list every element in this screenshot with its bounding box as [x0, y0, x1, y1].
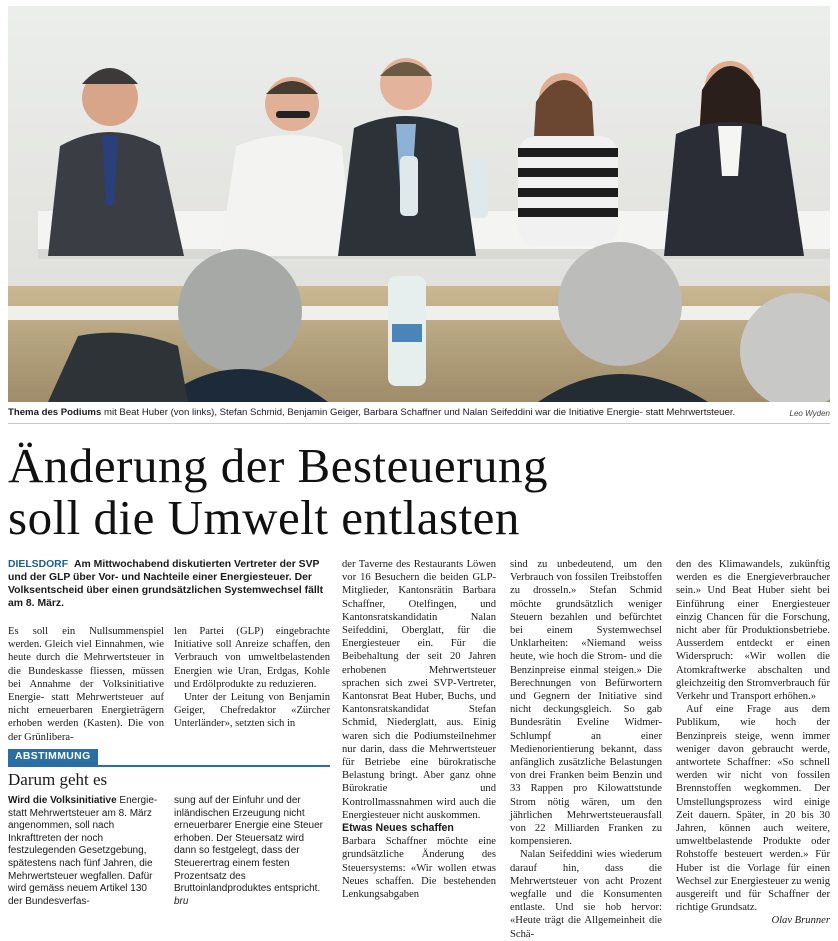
column-2 [174, 625, 330, 731]
dateline: DIELSDORF [8, 559, 69, 570]
lead-text: Am Mittwochabend diskutierten Vertreter der SVP und der GLP über Vor- und Nachteile einer Energiesteuer. Der Volksentscheid über einen grundsätzlichen Systemwechsel fällt am 8. März. [8, 559, 324, 609]
photo-caption [8, 405, 830, 421]
lead-block [8, 558, 330, 610]
box-tag: ABSTIMMUNG [8, 749, 98, 765]
column-4-text-b: Nalan Seifeddini wies wiederum darauf hin, dass die Mehrwertsteuer von acht Prozent wegfalle und die Konsumenten entlaste. Und sie hob hervor: «Heute trägt die Allgemeinheit die Schä- [510, 849, 662, 940]
column-5 [676, 558, 830, 928]
column-3-text: der Taverne des Restaurants Löwen vor 16 Besuchern die beiden GLP-Mitglieder, Kantonsrätin Barbara Schaffner, Otelfingen, und Kantonsratskandidatin Nalan Seifeddini, Oberglatt, für die Energiesteuer ein. Für die Beibehaltung der seit 20 Jahren erhobenen Mehrwertsteuer sprachen sich zwei SVP-Vertreter, Kantonsrat Beat Huber, Buchs, und Kantonsratskandidat Stefan Schmid, Niederglatt, aus. Einig waren sich die Podiumsteilnehmer nur darin, dass die Mehrwertsteuer für Betriebe eine bürokratische Belastung bringt. Aber ganz ohne Bürokratie und Kontrollmassnahmen wird auch die Energiesteuer nicht auskommen. [342, 559, 496, 821]
column-1-text: Es soll ein Nullsummenspiel werden. Gleich viel Einnahmen, wie heute durch die Mehrwertsteuer in die Bundeskasse fliessen, müssen bei Annahme der Volksinitiative Energie- statt Mehrwertsteuer auf nicht erneuerbaren Energieträgern erhoben werden (Kasten). Die von der Grünlibera- [8, 626, 164, 743]
headline-line-2: soll die Umwelt entlasten [8, 490, 520, 545]
photo-credit: Leo Wyden [789, 409, 830, 418]
column-3 [342, 558, 496, 901]
headline-line-1: Änderung der Besteuerung [8, 438, 548, 493]
caption-divider [8, 423, 830, 424]
podium-photo-illustration [8, 6, 830, 402]
box-right-text: sung auf der Einfuhr und der inländischen Erzeugung nicht erneuerbarer Energie eine Steuer erhoben. Der Steuersatz wird dann so festgelegt, dass der Steuerertrag einem festen Prozentsatz des Bruttoinlandproduktes entspricht. [174, 795, 323, 895]
box-signature: bru [174, 895, 189, 907]
box-divider [8, 765, 330, 767]
caption-text: mit Beat Huber (von links), Stefan Schmid, Benjamin Geiger, Barbara Schaffner und Nalan Seifeddini war die Initiative Energie- statt Mehrwertsteuer. [101, 407, 736, 418]
box-left-text: Energie- statt Mehrwertsteuer am 8. März angenommen, soll nach Inkrafttreten der noch festzulegenden Gesetzgebung, spätestens nach fünf Jahren, die Mehrwertsteuer wegfallen. Dafür wird gemäss neuem Artikel 130 der Bundesverfas- [8, 795, 158, 907]
headline [8, 440, 830, 544]
column-4 [510, 558, 662, 941]
column-1 [8, 625, 164, 744]
box-column-right [174, 795, 328, 908]
author: Olav Brunner [771, 915, 830, 927]
column-2-text-b: Unter der Leitung von Benjamin Geiger, Chefredaktor «Zürcher Unterländer», setzten sich in [174, 692, 330, 730]
box-column-left [8, 795, 162, 908]
column-3-text-b: Barbara Schaffner möchte eine grundsätzliche Änderung des Steuersystems: «Wir wollen etwas Neues schaffen. Die bestehenden Lenkungsabgaben [342, 836, 496, 901]
article-photo [8, 6, 830, 402]
column-5-text: den des Klimawandels, zukünftig werden es die Energieverbraucher sein.» Und Beat Huber sieht bei Einführung einer Energiesteuer einzig Chancen für die Forschung, nicht aber für Produktionsbetriebe. Ausserdem entdeckt er einen Widerspruch: «Wir wollen die Atomkraftwerke abschalten und gleichzeitig den Stromverbrauch für Verkehr und Transport erhöhen.» [676, 559, 830, 703]
subhead: Etwas Neues schaffen [342, 822, 454, 835]
column-4-text: sind zu unbedeutend, um den Verbrauch von fossilen Treibstoffen zu drosseln.» Stefan Schmid möchte grundsätzlich weniger Steuern bezahlen und befürchtet bei einem Systemwechsel Unklarheiten: «Niemand weiss heute, wie hoch die Strom- und die Benzinpreise einmal steigen.» Die Berechnungen von Befürwortern und Gegnern der Initiative sind nicht deckungsgleich. So gab Bundesrätin Eveline Widmer-Schlumpf an einer Medienorientierung bekannt, dass anfänglich zusätzliche Belastungen von drei Franken beim Benzin und 33 Rappen pro Kilowattstunde Strom nötig wären, um den jährlichen Mehrwertsteuerausfall von 22 Milliarden Franken zu kompensieren. [510, 559, 662, 848]
box-lead-bold: Wird die Volksinitiative [8, 795, 117, 806]
column-2-text: len Partei (GLP) eingebrachte Initiative soll Anreize schaffen, den Verbrauch von umweltbelastenden Energien wie Uran, Erdgas, Kohle und Erdölprodukte zu reduzieren. [174, 626, 330, 690]
box-title: Darum geht es [8, 770, 108, 789]
caption-bold: Thema des Podiums [8, 407, 102, 418]
column-5-text-b: Auf eine Frage aus dem Publikum, wie hoch der Benzinpreis steige, wenn immer weniger davon gebraucht werde, antwortete Schaffner: «So schnell werden wir nicht von fossilen Brennstoffen wegkommen. Der Umstellungsprozess wird einige Zeit dauern. Später, in 20 bis 30 Jahren, können auch weitere, umweltbelastende Produkte oder Rohstoffe besteuert werden.» Für Huber ist die Vorlage für einen Wechsel zur Energiesteuer zu wenig ausgereift und für Schaffner der richtige Grundsatz. [676, 704, 830, 914]
